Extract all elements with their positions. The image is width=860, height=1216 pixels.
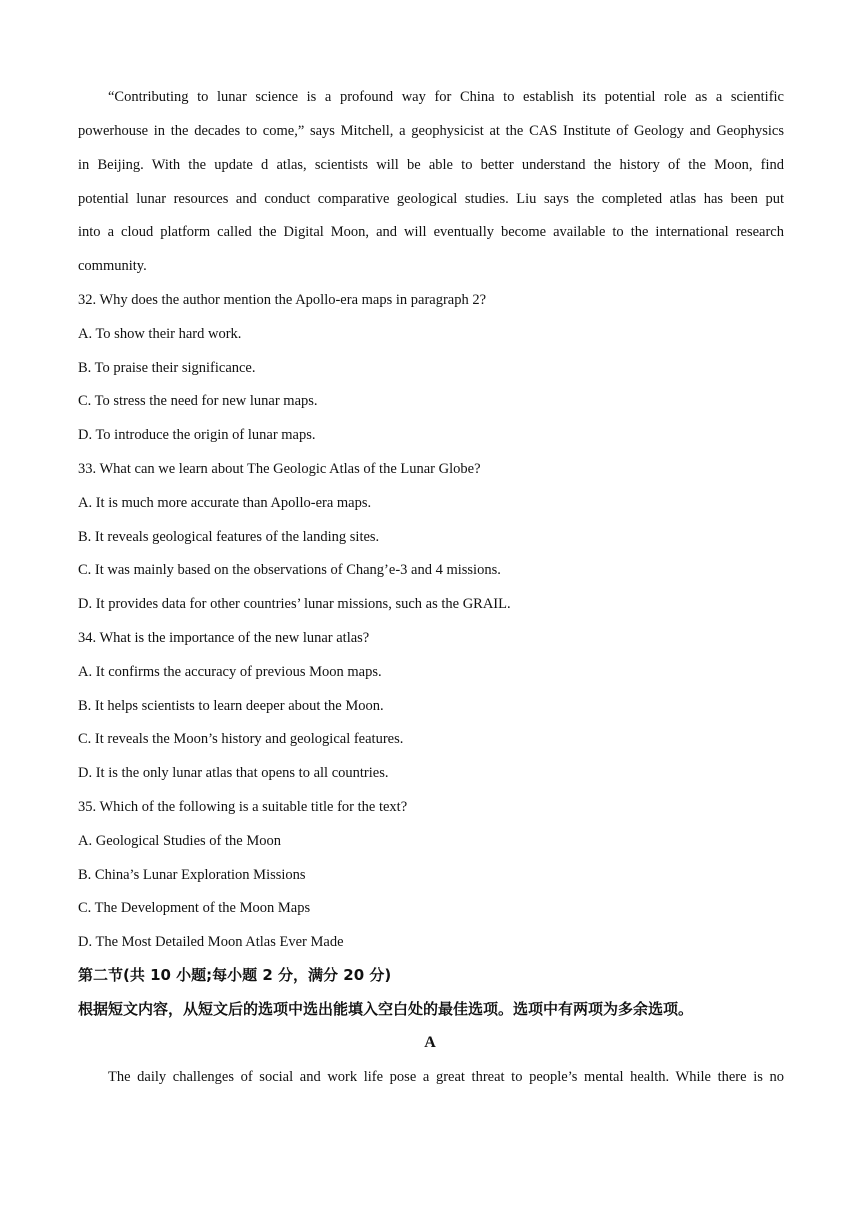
answer-option: B. It helps scientists to learn deeper about the Moon.	[78, 698, 384, 714]
answer-option: C. To stress the need for new lunar maps.	[78, 393, 318, 409]
passage-line: The daily challenges of social and work life pose a great threat to people’s mental health. While there is no	[108, 1069, 784, 1085]
passage-line: in Beijing. With the update d atlas, scientists will be able to better understand the history of the Moon, find	[78, 157, 784, 173]
answer-option: C. It was mainly based on the observations of Chang’e-3 and 4 missions.	[78, 562, 501, 578]
answer-option: A. It is much more accurate than Apollo-era maps.	[78, 495, 372, 511]
answer-option: D. The Most Detailed Moon Atlas Ever Made	[78, 934, 344, 950]
answer-option: C. It reveals the Moon’s history and geological features.	[78, 731, 404, 747]
question-stem: 35. Which of the following is a suitable title for the text?	[78, 799, 408, 815]
question-stem: 32. Why does the author mention the Apollo-era maps in paragraph 2?	[78, 292, 487, 308]
passage-line: community.	[78, 258, 147, 274]
passage-line: powerhouse in the decades to come,” says Mitchell, a geophysicist at the CAS Institute of Geology and Geophysics	[78, 123, 784, 139]
answer-option: A. Geological Studies of the Moon	[78, 833, 281, 849]
answer-option: B. To praise their significance.	[78, 360, 256, 376]
answer-option: A. To show their hard work.	[78, 326, 242, 342]
answer-option: B. China’s Lunar Exploration Missions	[78, 867, 306, 883]
answer-option: D. To introduce the origin of lunar maps.	[78, 427, 316, 443]
section-instruction: 根据短文内容，从短文后的选项中选出能填入空白处的最佳选项。选项中有两项为多余选项。	[78, 1000, 694, 1018]
answer-option: A. It confirms the accuracy of previous Moon maps.	[78, 664, 382, 680]
answer-option: C. The Development of the Moon Maps	[78, 900, 311, 916]
passage-line: potential lunar resources and conduct comparative geological studies. Liu says the completed atlas has been put	[78, 191, 784, 207]
answer-option: B. It reveals geological features of the landing sites.	[78, 529, 380, 545]
question-stem: 33. What can we learn about The Geologic Atlas of the Lunar Globe?	[78, 461, 481, 477]
passage-line: into a cloud platform called the Digital Moon, and will eventually become available to the international research	[78, 224, 784, 240]
section-heading: 第二节(共 10 小题;每小题 2 分，满分 20 分)	[78, 966, 392, 984]
passage-line: “Contributing to lunar science is a profound way for China to establish its potential role as a scientific	[108, 89, 784, 105]
answer-option: D. It is the only lunar atlas that opens to all countries.	[78, 765, 389, 781]
answer-option: D. It provides data for other countries’ lunar missions, such as the GRAIL.	[78, 596, 511, 612]
passage-title: A	[424, 1034, 436, 1051]
question-stem: 34. What is the importance of the new lunar atlas?	[78, 630, 370, 646]
